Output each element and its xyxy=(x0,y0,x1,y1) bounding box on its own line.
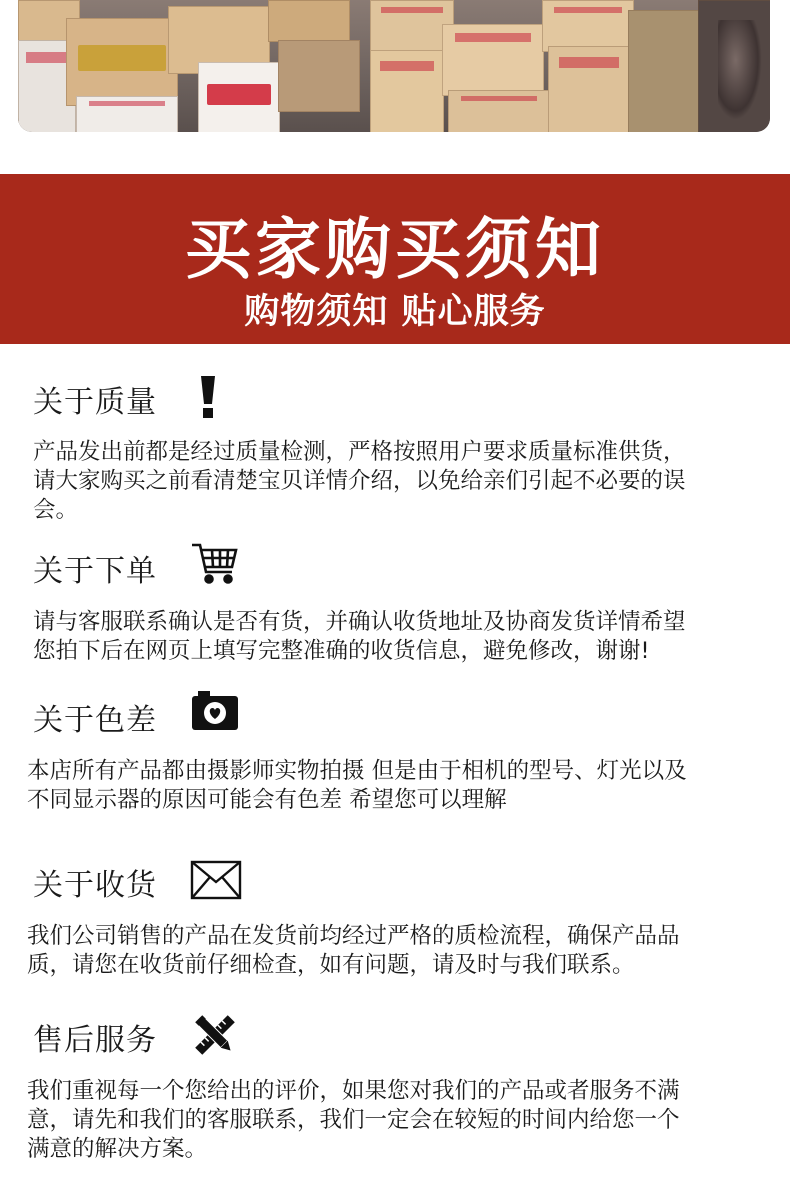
camera-icon xyxy=(190,688,240,732)
exclamation-icon xyxy=(196,374,220,420)
section-text-receiving: 我们公司销售的产品在发货前均经过严格的质检流程，确保产品品 质，请您在收货前仔细检查，如有问题，请及时与我们联系。 xyxy=(27,923,680,978)
section-text-aftersales: 我们重视每一个您给出的评价，如果您对我们的产品或者服务不满 意，请先和我们的客服联系，我们一定会在较短的时间内给您一个 满意的解决方案。 xyxy=(27,1078,680,1162)
banner-title: 买家购买须知 xyxy=(185,211,605,288)
section-heading-color: 关于色差 xyxy=(33,703,157,738)
pencil-ruler-icon xyxy=(192,1012,238,1058)
section-heading-receiving: 关于收货 xyxy=(33,868,157,903)
notice-banner xyxy=(0,174,790,344)
section-heading-aftersales: 售后服务 xyxy=(33,1023,157,1058)
product-boxes-photo xyxy=(18,0,770,132)
shopping-cart-icon xyxy=(190,540,240,586)
section-text-quality: 产品发出前都是经过质量检测，严格按照用户要求质量标准供货， 请大家购买之前看清楚宝贝详情介绍，以免给亲们引起不必要的误 会。 xyxy=(33,439,686,523)
section-heading-order: 关于下单 xyxy=(33,554,157,589)
section-text-order: 请与客服联系确认是否有货，并确认收货地址及协商发货详情希望 您拍下后在网页上填写完整准确的收货信息，避免修改，谢谢! xyxy=(33,609,686,664)
section-text-color: 本店所有产品都由摄影师实物拍摄 但是由于相机的型号、灯光以及 不同显示器的原因可能会有色差 希望您可以理解 xyxy=(27,758,687,813)
envelope-icon xyxy=(190,860,242,900)
section-heading-quality: 关于质量 xyxy=(33,385,157,420)
banner-subtitle: 购物须知 贴心服务 xyxy=(244,292,546,332)
